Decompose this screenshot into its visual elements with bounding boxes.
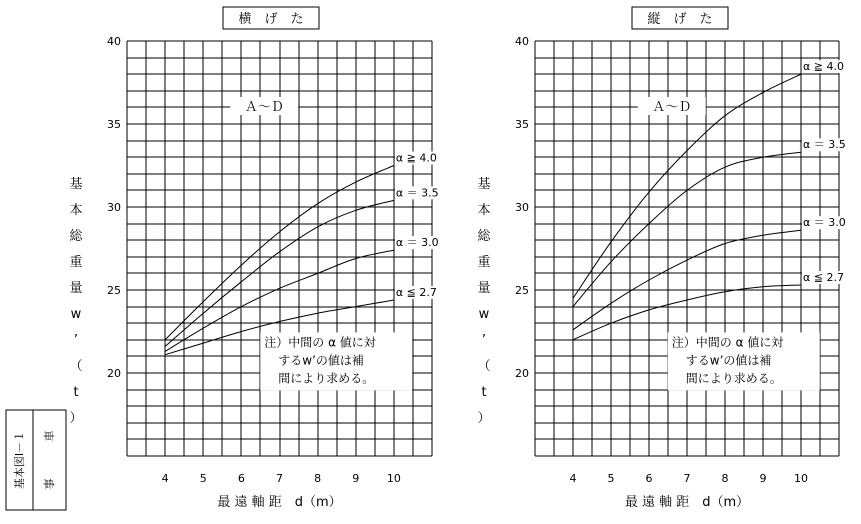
- x-tick-label: 4: [569, 472, 577, 485]
- x-tick-label: 7: [683, 472, 691, 485]
- series-label: α ＝ 3.0: [395, 236, 439, 250]
- x-tick-label: 5: [199, 472, 207, 485]
- series-label: α ≦ 2.7: [395, 285, 437, 299]
- y-tick-label: 20: [515, 367, 529, 380]
- x-tick-label: 8: [314, 472, 322, 485]
- region-label: Ａ～Ｄ: [244, 100, 284, 116]
- y-tick-label: 35: [107, 118, 121, 131]
- note-line: 間により求める。: [685, 371, 782, 386]
- y-tick-label: 40: [107, 35, 121, 48]
- y-tick-label: 40: [515, 35, 529, 48]
- y-tick-label: 25: [107, 284, 121, 297]
- series-label: α ＝ 3.0: [803, 216, 846, 230]
- x-tick-label: 5: [607, 472, 615, 485]
- y-tick-label: 30: [107, 201, 121, 214]
- y-axis-label: 基本総重量 w ’（ t ）: [477, 177, 491, 426]
- x-tick-label: 4: [161, 472, 169, 485]
- x-axis-label: 最 遠 軸 距 d（m）: [217, 495, 342, 510]
- y-tick-label: 25: [515, 284, 529, 297]
- chart-title: 縦 げ た: [647, 12, 713, 27]
- note-line: 間により求める。: [278, 371, 375, 386]
- chart-panel-horizontal-girder: [69, 7, 448, 510]
- x-tick-label: 9: [759, 472, 767, 485]
- series-label: α ≦ 2.7: [803, 271, 844, 285]
- note-line: するw’の値は補: [278, 353, 364, 368]
- x-tick-label: 6: [237, 472, 245, 485]
- x-tick-label: 6: [645, 472, 653, 485]
- y-tick-label: 30: [515, 201, 529, 214]
- side-label-box: [6, 410, 66, 510]
- y-tick-label: 35: [515, 118, 529, 131]
- chart-panel-longitudinal-girder: [477, 7, 856, 510]
- note-line: 注）中間の α 値に対: [671, 335, 784, 350]
- series-label: α ＝ 3.5: [395, 186, 439, 200]
- x-tick-label: 7: [276, 472, 283, 485]
- x-tick-label: 10: [794, 472, 808, 485]
- y-tick-label: 20: [107, 367, 121, 380]
- side-label-col1: 車: [43, 430, 56, 442]
- side-label-figure: 基本図Ⅰ－１: [13, 430, 26, 490]
- note-line: 注）中間の α 値に対: [264, 335, 376, 350]
- region-label: Ａ～Ｄ: [652, 100, 692, 116]
- x-tick-label: 9: [352, 472, 360, 485]
- x-tick-label: 8: [721, 472, 729, 485]
- note-line: するw’の値は補: [685, 353, 772, 368]
- series-label: α ≧ 4.0: [395, 151, 437, 165]
- series-label: α ＝ 3.5: [803, 138, 846, 152]
- chart-title: 横 げ た: [238, 12, 304, 27]
- x-tick-label: 10: [386, 472, 401, 485]
- side-label-col2: 事: [43, 478, 56, 490]
- y-axis-label: 基本総重量 w ’（ t ）: [69, 177, 83, 426]
- x-axis-label: 最 遠 軸 距 d（m）: [624, 495, 750, 510]
- series-label: α ≧ 4.0: [803, 60, 844, 74]
